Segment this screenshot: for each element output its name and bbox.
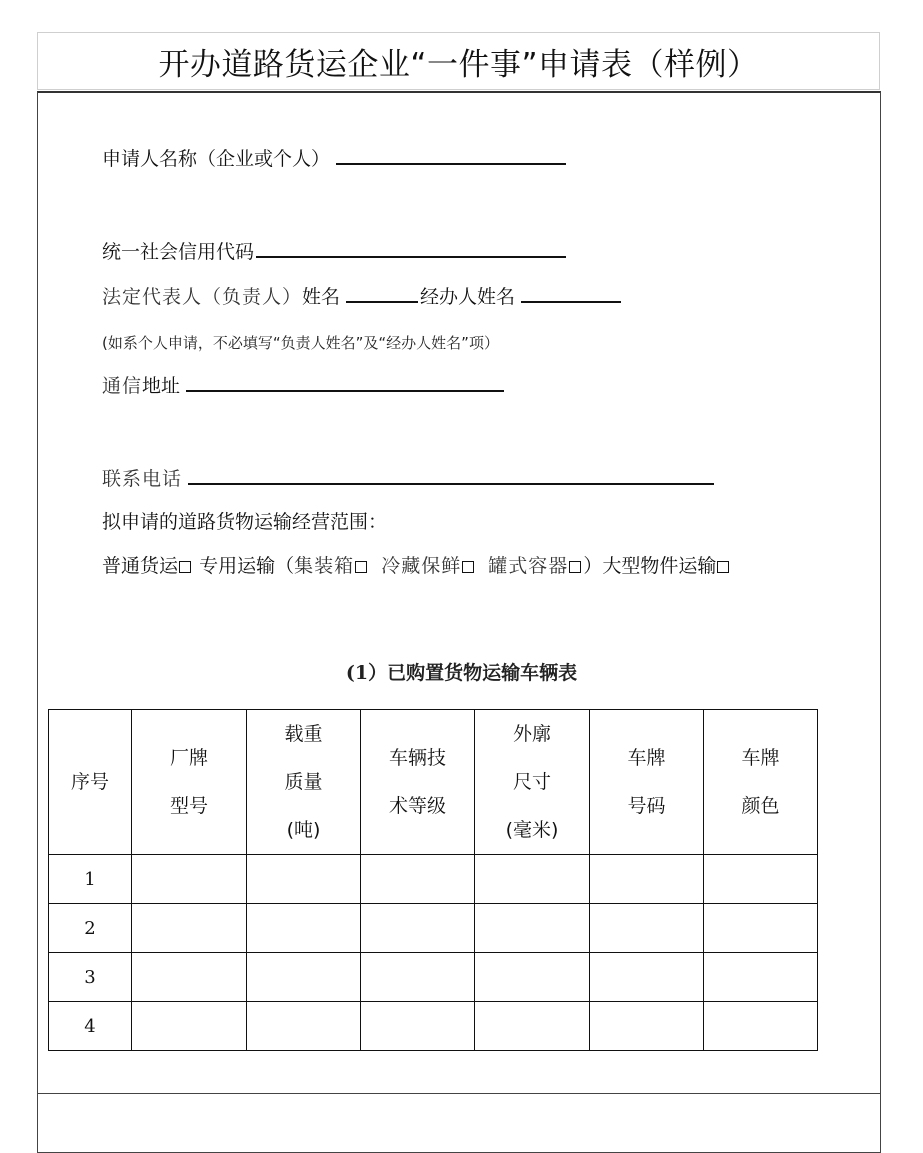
dimensions-cell[interactable] (475, 904, 590, 953)
legal-rep-name-suffix: 姓名 (302, 286, 341, 308)
plate-number-cell[interactable] (590, 1002, 704, 1051)
brand-model-cell[interactable] (132, 855, 247, 904)
scope-large-checkbox[interactable] (717, 561, 729, 573)
plate-color-cell[interactable] (704, 1002, 818, 1051)
address-label-b: 地址 (142, 375, 181, 397)
header-dimensions: 外廓 尺寸 (毫米) (475, 710, 590, 855)
scope-container-label: 集装箱 (294, 555, 355, 577)
table-row (49, 904, 818, 953)
header-load-capacity: 载重 质量 (吨) (247, 710, 361, 855)
scope-special-suffix: ） (583, 555, 603, 577)
handler-name-field[interactable] (521, 285, 621, 303)
tech-grade-cell[interactable] (361, 904, 475, 953)
address-row (102, 374, 504, 398)
phone-label: 联系电话 (102, 468, 183, 490)
brand-model-cell[interactable] (132, 1002, 247, 1051)
credit-code-row (102, 240, 566, 264)
scope-label: 拟申请的道路货物运输经营范围： (102, 511, 388, 533)
table-header-row (49, 710, 818, 855)
plate-color-cell[interactable] (704, 904, 818, 953)
scope-options-row (102, 554, 731, 578)
credit-code-field[interactable] (256, 240, 566, 258)
scope-refrigerated-checkbox[interactable] (462, 561, 474, 573)
row-index: 2 (49, 904, 132, 953)
tech-grade-cell[interactable] (361, 953, 475, 1002)
vehicle-table (48, 709, 818, 1051)
applicant-name-field[interactable] (336, 147, 566, 165)
load-capacity-cell[interactable] (247, 953, 361, 1002)
legal-rep-name-field[interactable] (346, 285, 418, 303)
scope-refrigerated-label: 冷藏保鲜 (381, 555, 462, 577)
row-index: 1 (49, 855, 132, 904)
applicant-note: (如系个人申请，不必填写“负责人姓名”及“经办人姓名”项） (102, 334, 499, 352)
vehicle-table-caption: (1）已购置货物运输车辆表 (345, 662, 578, 684)
plate-color-cell[interactable] (704, 855, 818, 904)
plate-number-cell[interactable] (590, 855, 704, 904)
legal-rep-row (102, 285, 621, 309)
plate-number-cell[interactable] (590, 953, 704, 1002)
dimensions-cell[interactable] (475, 855, 590, 904)
load-capacity-cell[interactable] (247, 855, 361, 904)
document-title: 开办道路货运企业“一件事”申请表（样例） (158, 46, 759, 83)
address-label-a: 通信 (102, 375, 143, 397)
dimensions-cell[interactable] (475, 1002, 590, 1051)
scope-special-prefix: 专用运输（ (199, 555, 295, 577)
scope-container-checkbox[interactable] (355, 561, 367, 573)
scope-tank-checkbox[interactable] (569, 561, 581, 573)
brand-model-cell[interactable] (132, 904, 247, 953)
address-field[interactable] (186, 374, 504, 392)
load-capacity-cell[interactable] (247, 904, 361, 953)
credit-code-label: 统一社会信用代码 (102, 241, 255, 263)
legal-rep-label: 法定代表人（负责人） (102, 286, 303, 308)
plate-number-cell[interactable] (590, 904, 704, 953)
phone-field[interactable] (188, 467, 714, 485)
table-row (49, 953, 818, 1002)
next-section-box (37, 1093, 881, 1153)
table-row (49, 1002, 818, 1051)
title-box (37, 32, 880, 90)
header-plate-color: 车牌 颜色 (704, 710, 818, 855)
row-index: 4 (49, 1002, 132, 1051)
scope-general-label: 普通货运 (102, 555, 179, 577)
tech-grade-cell[interactable] (361, 855, 475, 904)
brand-model-cell[interactable] (132, 953, 247, 1002)
plate-color-cell[interactable] (704, 953, 818, 1002)
tech-grade-cell[interactable] (361, 1002, 475, 1051)
row-index: 3 (49, 953, 132, 1002)
scope-general-checkbox[interactable] (179, 561, 191, 573)
header-tech-grade: 车辆技 术等级 (361, 710, 475, 855)
scope-large-label: 大型物件运输 (602, 555, 717, 577)
load-capacity-cell[interactable] (247, 1002, 361, 1051)
scope-tank-label: 罐式容器 (488, 555, 569, 577)
header-plate-number: 车牌 号码 (590, 710, 704, 855)
header-brand-model: 厂牌 型号 (132, 710, 247, 855)
phone-row (102, 467, 714, 491)
handler-name-label: 经办人姓名 (420, 286, 516, 308)
applicant-name-row (102, 147, 566, 171)
header-index: 序号 (49, 710, 132, 855)
dimensions-cell[interactable] (475, 953, 590, 1002)
applicant-name-label: 申请人名称（企业或个人） (102, 148, 331, 170)
table-row (49, 855, 818, 904)
